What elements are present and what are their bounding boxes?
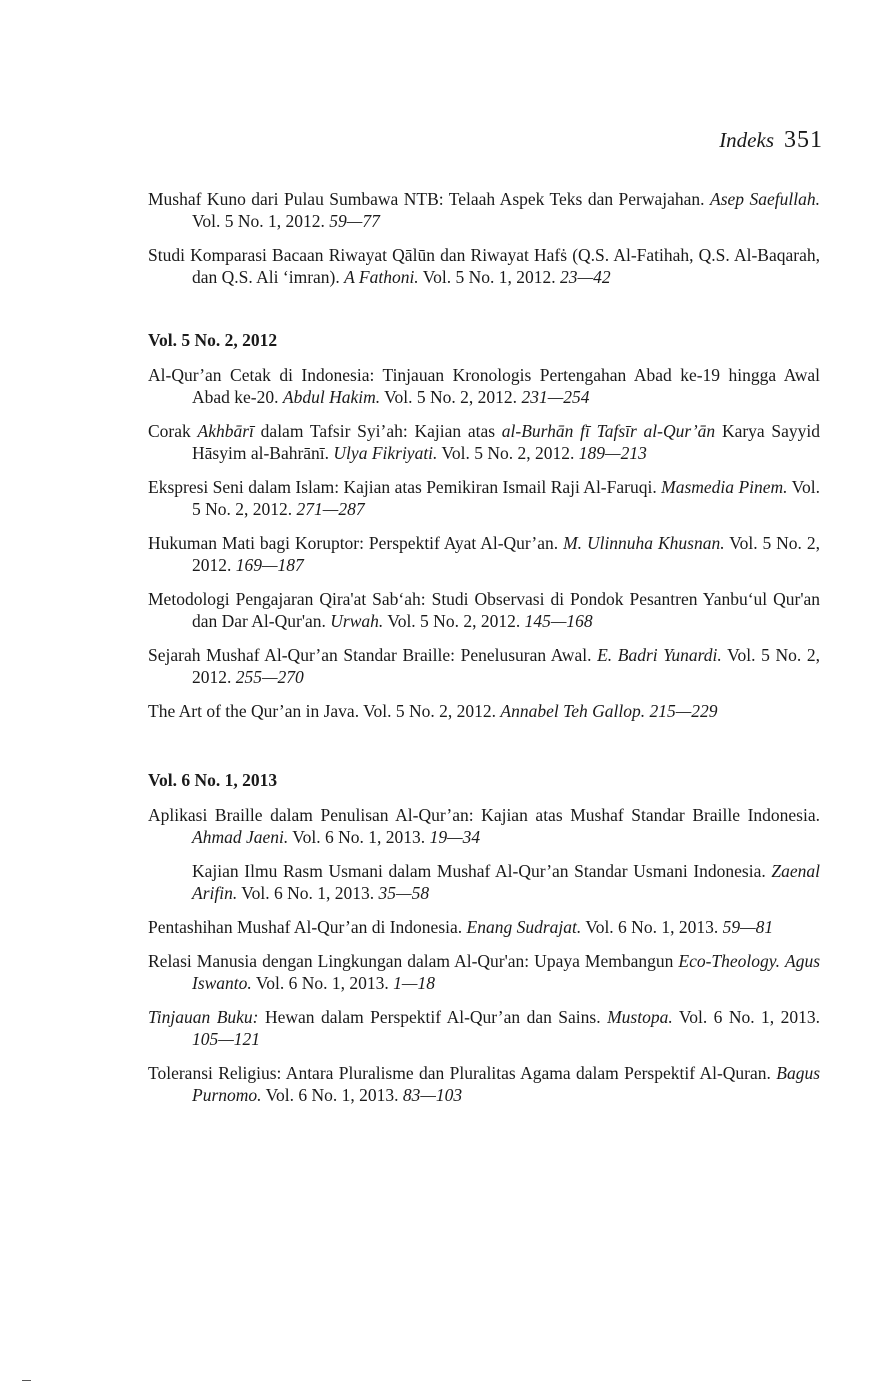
index-entry: Sejarah Mushaf Al-Qur’an Standar Braille: Penelusuran Awal. E. Badri Yunardi. Vol. 5 No. 2, 2012. 255—270 — [148, 645, 821, 687]
index-entry: Mushaf Kuno dari Pulau Sumbawa NTB: Telaah Aspek Teks dan Perwajahan. Asep Saefullah. Vol. 5 No. 1, 2012. 59—77 — [148, 189, 820, 231]
index-entry: Pentashihan Mushaf Al-Qur’an di Indonesia. Enang Sudrajat. Vol. 6 No. 1, 2013. 59—81 — [148, 917, 774, 937]
index-entry: Relasi Manusia dengan Lingkungan dalam Al-Qur'an: Upaya Membangun Eco-Theology. Agus Iswanto. Vol. 6 No. 1, 2013. 1—18 — [148, 951, 821, 993]
index-entry: Tinjauan Buku: Hewan dalam Perspektif Al-Qur’an dan Sains. Mustopa. Vol. 6 No. 1, 2013. 105—121 — [148, 1007, 821, 1049]
section-heading: Vol. 5 No. 2, 2012 — [148, 330, 278, 350]
running-title: Indeks — [719, 128, 774, 152]
index-entry: Kajian Ilmu Rasm Usmani dalam Mushaf Al-Qur’an Standar Usmani Indonesia. Zaenal Arifin. Vol. 6 No. 1, 2013. 35—58 — [192, 861, 821, 903]
index-entry: Hukuman Mati bagi Koruptor: Perspektif Ayat Al-Qur’an. M. Ulinnuha Khusnan. Vol. 5 No. 2, 2012. 169—187 — [148, 533, 820, 575]
index-entry: Ekspresi Seni dalam Islam: Kajian atas Pemikiran Ismail Raji Al-Faruqi. Masmedia Pinem. Vol. 5 No. 2, 2012. 271—287 — [148, 477, 821, 519]
index-entry: Aplikasi Braille dalam Penulisan Al-Qur’an: Kajian atas Mushaf Standar Braille Indonesia. Ahmad Jaeni. Vol. 6 No. 1, 2013. 19—34 — [148, 805, 820, 847]
section-heading: Vol. 6 No. 1, 2013 — [148, 770, 278, 790]
page-number: 351 — [784, 127, 823, 153]
scan-mark — [22, 1380, 31, 1381]
index-entry: Metodologi Pengajaran Qira'at Sab‘ah: Studi Observasi di Pondok Pesantren Yanbu‘ul Qur'an dan Dar Al-Qur'an. Urwah. Vol. 5 No. 2, 2012. 145—168 — [148, 589, 820, 631]
index-entry: Al-Qur’an Cetak di Indonesia: Tinjauan Kronologis Pertengahan Abad ke-19 hingga Awal Abad ke-20. Abdul Hakim. Vol. 5 No. 2, 2012. 231—254 — [148, 365, 820, 407]
index-content — [148, 188, 820, 1118]
index-entry: The Art of the Qur’an in Java. Vol. 5 No. 2, 2012. Annabel Teh Gallop. 215—229 — [148, 701, 718, 721]
index-entry: Studi Komparasi Bacaan Riwayat Qālūn dan Riwayat Hafṡ (Q.S. Al-Fatihah, Q.S. Al-Baqarah, dan Q.S. Ali ‘imran). A Fathoni. Vol. 5 No. 1, 2012. 23—42 — [148, 245, 820, 287]
index-entry: Corak Akhbārī dalam Tafsir Syi’ah: Kajian atas al-Burhān fī Tafsīr al-Qur’ān Karya Sayyid Hāsyim al-Bahrānī. Ulya Fikriyati. Vol. 5 No. 2, 2012. 189—213 — [148, 421, 821, 463]
index-entry: Toleransi Religius: Antara Pluralisme dan Pluralitas Agama dalam Perspektif Al-Quran. Bagus Purnomo. Vol. 6 No. 1, 2013. 83—103 — [148, 1063, 820, 1105]
page-header — [719, 127, 823, 154]
